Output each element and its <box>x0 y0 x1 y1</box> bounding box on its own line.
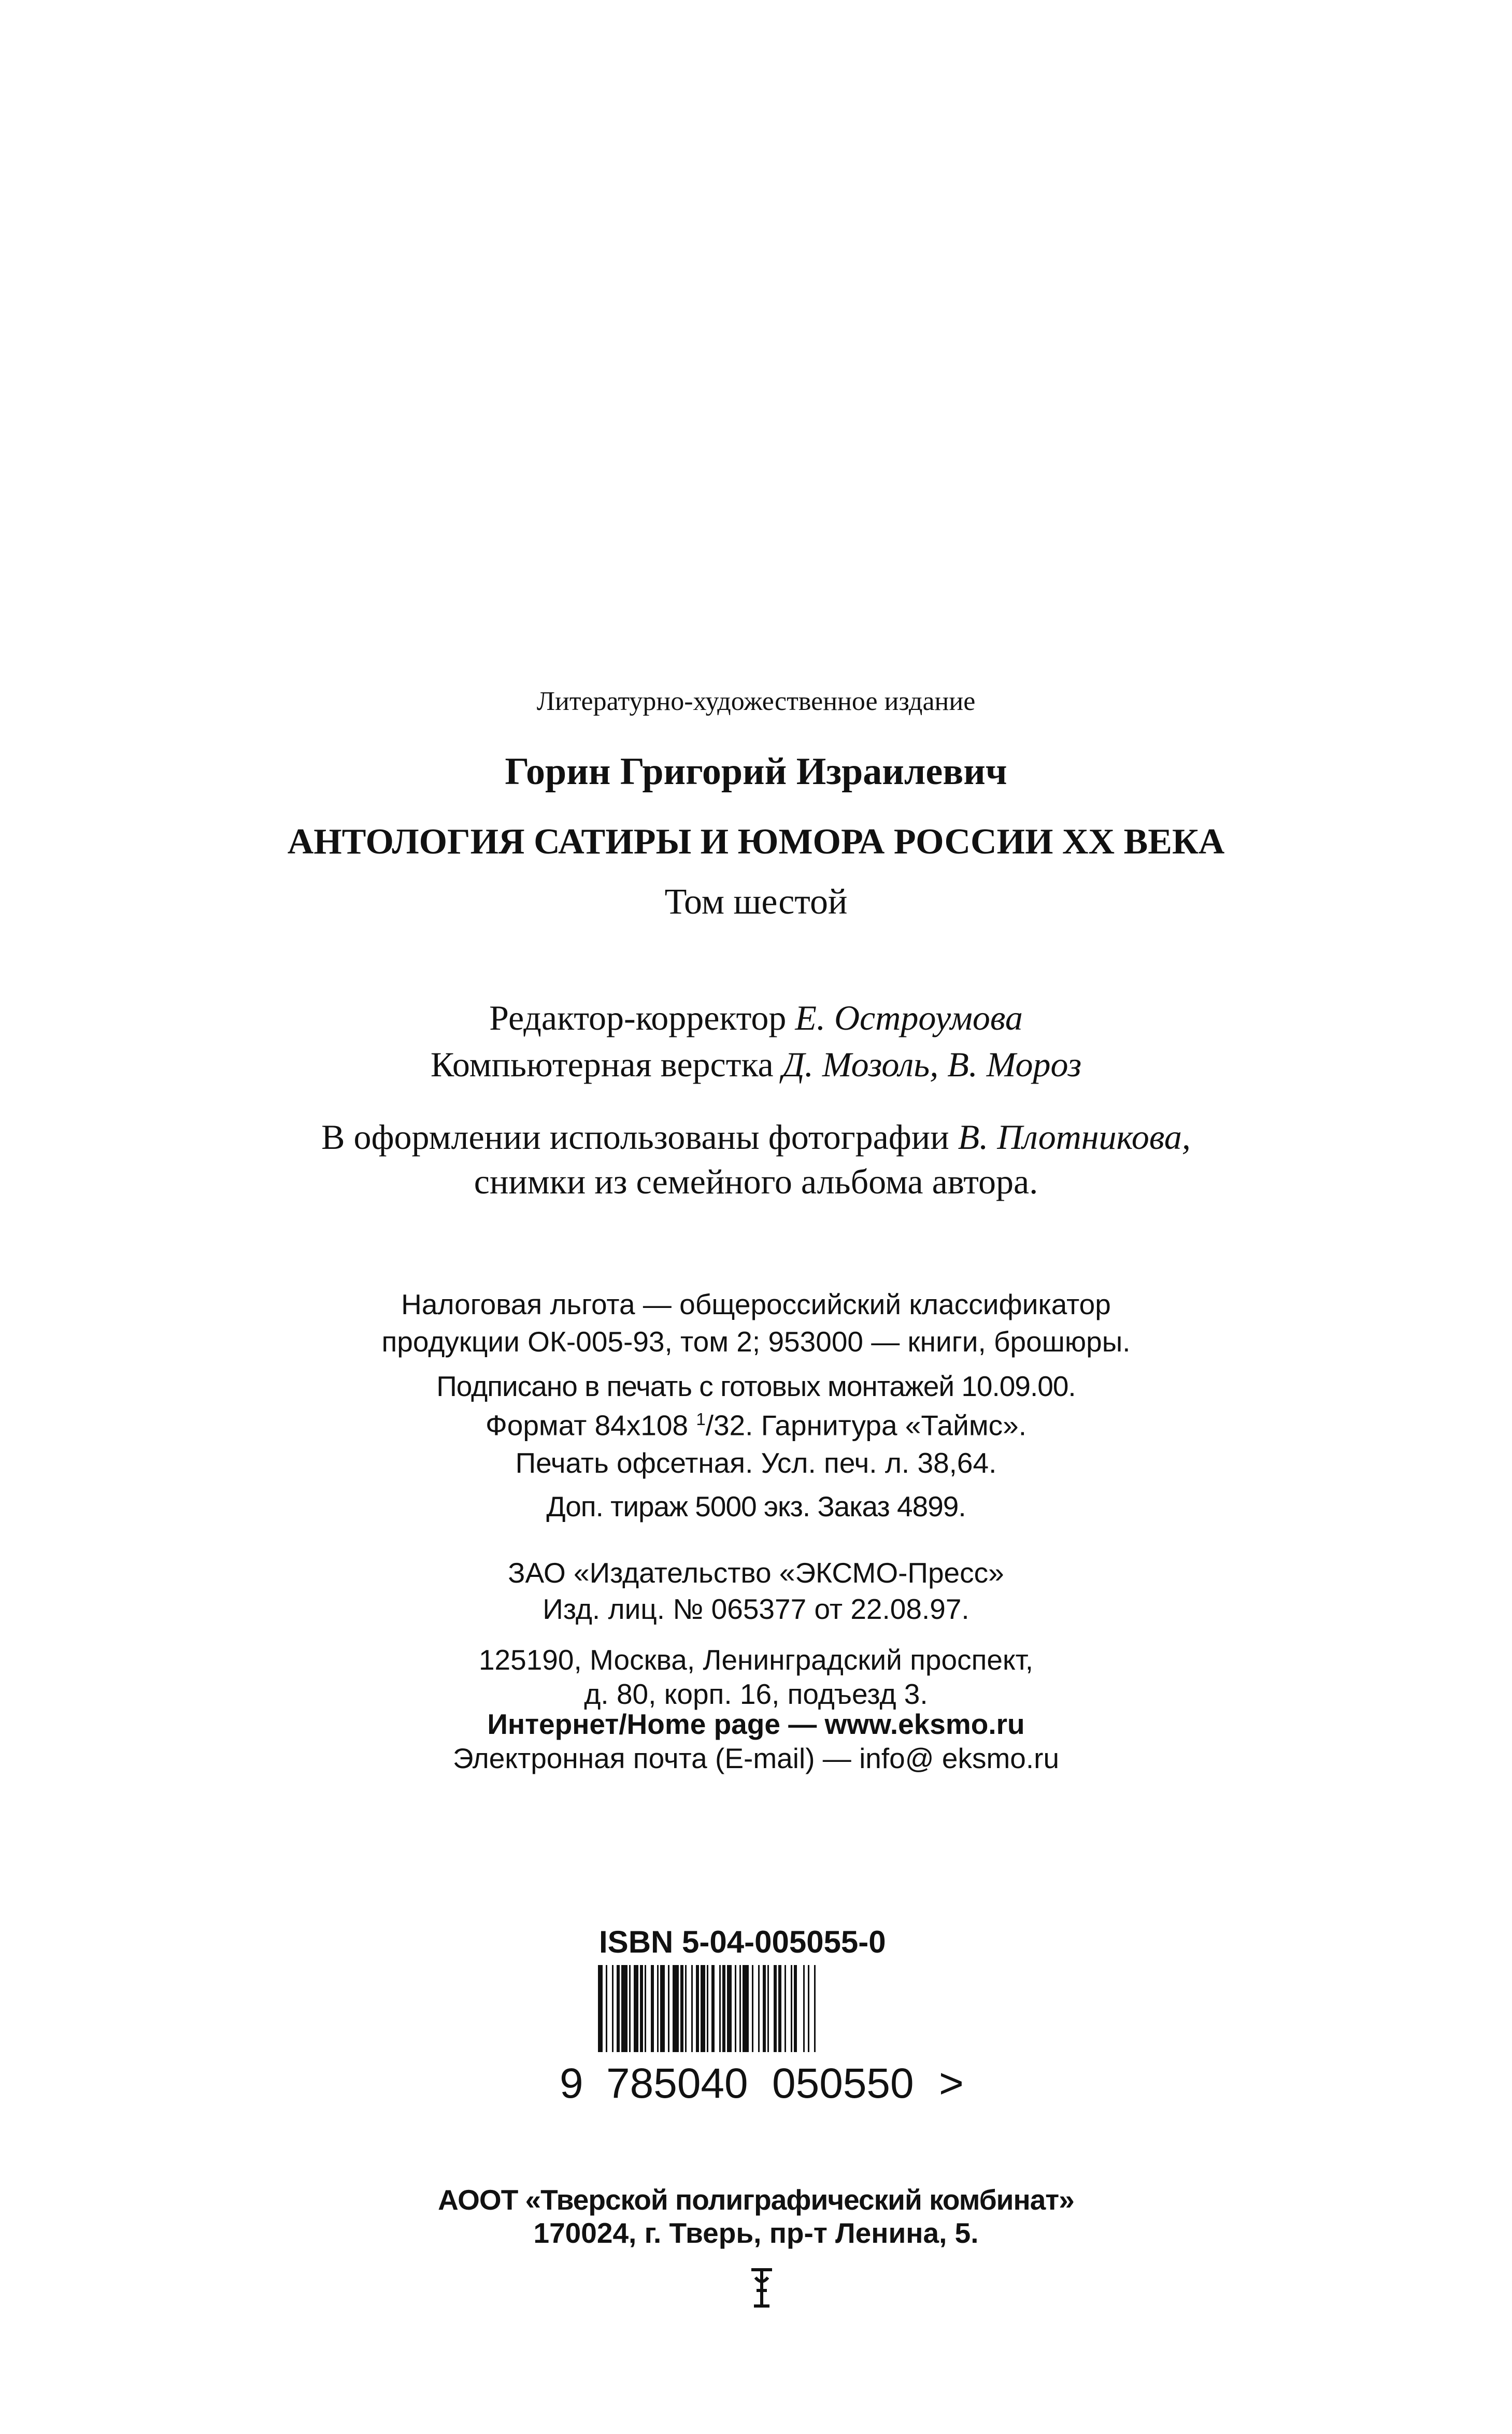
photo-author: В. Плотникова, <box>958 1117 1191 1157</box>
format-prefix: Формат 84x108 <box>485 1409 689 1442</box>
format-line <box>0 1411 1512 1440</box>
barcode-bar <box>722 1965 725 2054</box>
barcode-graphic <box>560 1923 990 2119</box>
photo-credit <box>0 1119 1512 1155</box>
barcode-bar <box>711 1965 715 2054</box>
barcode-bar <box>673 1965 679 2054</box>
barcode-bar <box>701 1965 705 2054</box>
barcode-bar <box>803 1965 805 2054</box>
genre-line: Литературно-художественное издание <box>536 687 976 716</box>
layout-credit <box>0 1047 1512 1082</box>
barcode-bar <box>645 1965 646 2054</box>
barcode-bar <box>685 1965 687 2054</box>
isbn-text: ISBN 5-04-005055-0 <box>599 1925 886 1959</box>
barcode-digit-first: 9 <box>560 2060 583 2107</box>
barcode-bar <box>629 1965 631 2054</box>
tax-line-2: продукции ОК-005-93, том 2; 953000 — книги, брошюры. <box>381 1326 1131 1358</box>
layout-role: Компьютерная верстка <box>430 1045 774 1084</box>
signed-line: Подписано в печать с готовых монтажей 10.09.00. <box>436 1370 1076 1402</box>
print-line: Печать офсетная. Усл. печ. л. 38,64. <box>515 1447 997 1479</box>
barcode-bar <box>752 1965 753 2054</box>
barcode-bar <box>640 1965 643 2054</box>
publisher-email: Электронная почта (E-mail) — info@ eksmo.ru <box>452 1742 1060 1774</box>
barcode-bar <box>707 1965 708 2054</box>
barcode-digits-group-1: 785040 <box>606 2060 748 2107</box>
barcode-bar <box>660 1965 665 2054</box>
barcode-bar <box>691 1965 693 2054</box>
printer-name: АООТ «Тверской полиграфический комбинат» <box>438 2184 1074 2216</box>
format-numerator: 1 <box>696 1410 706 1429</box>
format-denominator: /32 <box>705 1409 746 1442</box>
barcode-bar <box>680 1965 683 2054</box>
barcode-bar <box>784 1965 786 2054</box>
editor-name: Е. Остроумова <box>795 998 1023 1037</box>
book-title: АНТОЛОГИЯ САТИРЫ И ЮМОРА РОССИИ ХХ ВЕКА <box>287 822 1225 862</box>
barcode-bar <box>617 1965 620 2054</box>
barcode-bar <box>735 1965 736 2054</box>
publisher-name: ЗАО «Издательство «ЭКСМО-Пресс» <box>508 1557 1004 1589</box>
barcode-bar <box>778 1965 781 2054</box>
barcode-bar <box>774 1965 777 2054</box>
barcode-bar <box>814 1965 816 2054</box>
barcode-bar <box>739 1965 741 2054</box>
barcode-marker: > <box>939 2060 964 2107</box>
photo-text: В оформлении использованы фотографии <box>321 1117 949 1157</box>
barcode-bar <box>791 1965 792 2054</box>
run-line: Доп. тираж 5000 экз. Заказ 4899. <box>546 1490 966 1522</box>
barcode-bar <box>727 1965 732 2054</box>
author-name: Горин Григорий Израилевич <box>505 750 1007 793</box>
layout-names: Д. Мозоль, В. Мороз <box>782 1045 1082 1084</box>
editor-credit <box>0 1000 1512 1035</box>
barcode-bar <box>719 1965 721 2054</box>
barcode-bar <box>657 1965 659 2054</box>
barcode-bar <box>634 1965 638 2054</box>
barcode-bar <box>794 1965 797 2054</box>
editor-role: Редактор-корректор <box>489 998 787 1037</box>
barcode-bar <box>743 1965 749 2054</box>
barcode-bar <box>651 1965 654 2054</box>
barcode-bar <box>808 1965 809 2054</box>
publisher-license: Изд. лиц. № 065377 от 22.08.97. <box>543 1593 969 1625</box>
publisher-internet: Интернет/Home page — www.eksmo.ru <box>487 1708 1025 1740</box>
barcode-digits-group-2: 050550 <box>772 2060 914 2107</box>
format-suffix: . Гарнитура «Таймс». <box>745 1409 1027 1442</box>
printer-address: 170024, г. Тверь, пр-т Ленина, 5. <box>533 2217 979 2249</box>
barcode-bar <box>621 1965 627 2054</box>
barcode-bar <box>668 1965 669 2054</box>
tax-line-1: Налоговая льгота — общероссийский классификатор <box>401 1288 1111 1320</box>
printer-logo-icon <box>746 2265 777 2314</box>
photo-credit-line2: снимки из семейного альбома автора. <box>474 1162 1038 1201</box>
publisher-address-2: д. 80, корп. 16, подъезд 3. <box>584 1678 928 1710</box>
publisher-address-1: 125190, Москва, Ленинградский проспект, <box>478 1644 1034 1676</box>
isbn-barcode <box>560 1923 990 2122</box>
volume-line: Том шестой <box>664 882 848 922</box>
barcode-bar <box>612 1965 614 2054</box>
barcode-bar <box>696 1965 699 2054</box>
